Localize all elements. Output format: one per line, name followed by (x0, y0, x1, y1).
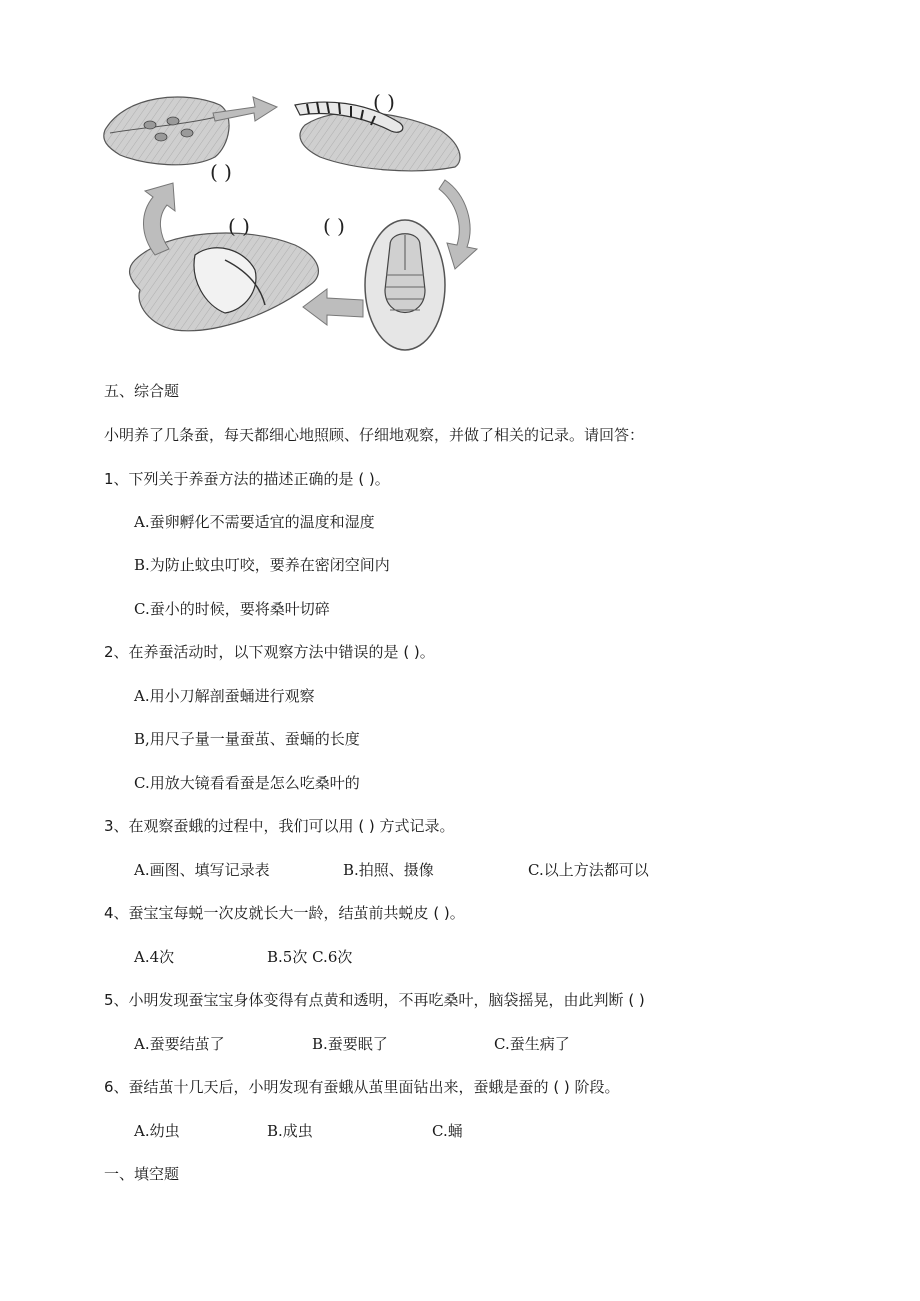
question-5-option-b: B.蚕要眠了 (312, 1035, 388, 1053)
question-1-option-a: A.蚕卵孵化不需要适宜的温度和湿度 (134, 513, 375, 531)
section-five-heading: 五、综合题 (104, 382, 180, 400)
arrow-left-icon (303, 289, 363, 325)
section-one-heading: 一、填空题 (104, 1165, 180, 1183)
question-6-option-c: C.蛹 (432, 1122, 463, 1140)
question-6-option-b: B.成虫 (267, 1122, 313, 1140)
figure-blank-moth: ( ) (228, 214, 250, 238)
question-5-stem: 5、小明发现蚕宝宝身体变得有点黄和透明，不再吃桑叶，脑袋摇晃，由此判断 ( ) (104, 991, 645, 1009)
question-2-stem: 2、在养蚕活动时，以下观察方法中错误的是 ( )。 (104, 643, 435, 661)
question-4-stem: 4、蚕宝宝每蜕一次皮就长大一龄，结茧前共蜕皮 ( )。 (104, 904, 465, 922)
question-1-option-c: C.蚕小的时候，要将桑叶切碎 (134, 600, 330, 618)
intro-paragraph: 小明养了几条蚕，每天都细心地照顾、仔细地观察，并做了相关的记录。请回答： (104, 426, 645, 444)
question-1-option-b: B.为防止蚊虫叮咬，要养在密闭空间内 (134, 556, 390, 574)
question-1-stem: 1、下列关于养蚕方法的描述正确的是 ( )。 (104, 470, 390, 488)
question-5-option-a: A.蚕要结茧了 (134, 1035, 225, 1053)
question-6-option-a: A.幼虫 (134, 1122, 180, 1140)
question-4-option-a: A.4次 (134, 948, 175, 966)
question-3-option-b: B.拍照、摄像 (343, 861, 434, 879)
question-3-stem: 3、在观察蚕蛾的过程中，我们可以用 ( ) 方式记录。 (104, 817, 455, 835)
figure-blank-pupa: ( ) (323, 214, 345, 238)
question-4-option-bc: B.5次 C.6次 (267, 948, 353, 966)
arrow-down-icon (439, 180, 477, 269)
question-5-option-c: C.蚕生病了 (494, 1035, 570, 1053)
question-2-option-c: C.用放大镜看看蚕是怎么吃桑叶的 (134, 774, 360, 792)
pupa-stage-image (365, 220, 445, 350)
question-2-option-b: B,用尺子量一量蚕茧、蚕蛹的长度 (134, 730, 360, 748)
figure-blank-larva: ( ) (373, 90, 395, 114)
question-3-option-a: A.画图、填写记录表 (134, 861, 270, 879)
figure-blank-egg: ( ) (210, 160, 232, 184)
question-2-option-a: A.用小刀解剖蚕蛹进行观察 (134, 687, 315, 705)
question-6-stem: 6、蚕结茧十几天后，小明发现有蚕蛾从茧里面钻出来，蚕蛾是蚕的 ( ) 阶段。 (104, 1078, 620, 1096)
silkworm-life-cycle-figure (95, 85, 485, 355)
egg-stage-leaf-image (104, 97, 229, 165)
question-3-option-c: C.以上方法都可以 (528, 861, 649, 879)
